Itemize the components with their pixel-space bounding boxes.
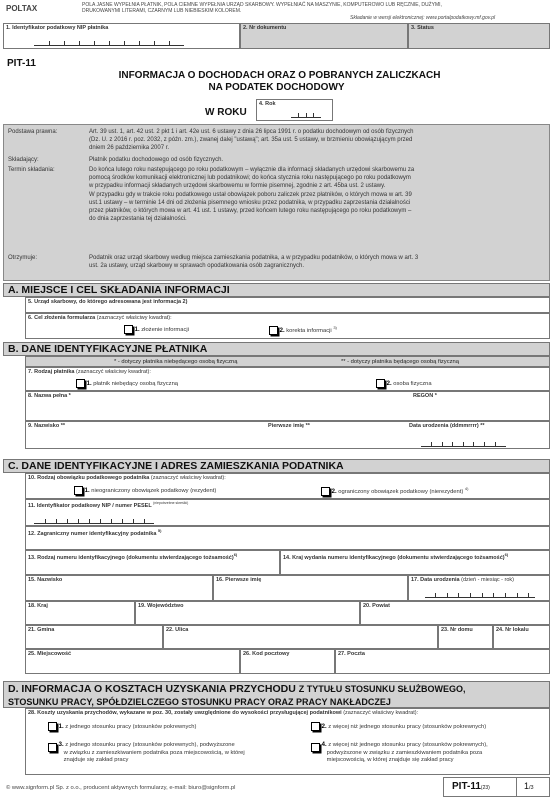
skladajacy-text: Płatnik podatku dochodowego od osób fizycznych. [89,157,224,163]
field-14-label: 14. Kraj wydania numeru identyfikacyjnego (dokumentu stwierdzającego tożsamość)$^{6)}$ [283,552,509,561]
option-koszty-3[interactable]: 3. z jednego stosunku pracy (stosunków pokrewnych), podwyższone w związku z zamieszkiwaniem podatnika poza miejscowością, w której znajduje się zakład pracy [48,742,245,765]
rok-ticks [291,114,321,118]
poltax-label: POLTAX [6,4,38,13]
instr-line-2: DRUKOWANYMI LITERAMI, CZARNYM LUB NIEBIESKIM KOLOREM. [82,8,242,15]
nip-pesel-ticks [34,520,154,524]
field-6-label: 6. Cel złożenia formularza (zaznaczyć właściwy kwadrat): [28,315,172,321]
checkbox-koszty-1[interactable] [48,722,57,731]
checkbox-ograniczony[interactable] [321,487,330,496]
field-15-nazwisko[interactable] [25,575,213,601]
field-12-zagraniczny-numer[interactable] [25,526,550,550]
checkbox-niefizyczna[interactable] [76,379,85,388]
section-d-title-b: Z TYTUŁU STOSUNKU SŁUŻBOWEGO, [298,684,466,694]
field-19-wojewodztwo[interactable] [135,601,360,625]
field-14-kraj-wydania[interactable] [280,550,550,575]
field-1-label: 1. Identyfikator podatkowy NIP płatnika [6,25,109,31]
field-6-cel [25,313,550,339]
option-koszty-1[interactable]: 1. z jednego stosunku pracy (stosunków pokrewnych) [48,722,196,731]
w-roku-label: W ROKU [205,107,247,118]
imie-label: Pierwsze imię ** [268,423,310,429]
section-d-title-a: D. INFORMACJA O KOSZTACH UZYSKANIA PRZYCHODU [8,683,296,695]
field-24-label: 24. Nr lokalu [496,627,529,633]
checkbox-koszty-2[interactable] [311,722,320,731]
header-instructions [82,2,442,14]
field-4-label: 4. Rok [259,101,276,107]
option-koszty-4[interactable]: 4. z więcej niż jednego stosunku pracy (stosunków pokrewnych), podwyższone w związku z zamieszkiwaniem podatnika poza miejscowością, w której znajduje się zakład pracy [311,742,488,765]
field-4-rok[interactable] [256,99,333,121]
field-16-pierwsze-imie[interactable] [213,575,408,601]
checkbox-nieograniczony[interactable] [74,486,83,495]
field-10-label: 10. Rodzaj obowiązku podatkowego podatnika (zaznaczyć właściwy kwadrat): [28,475,226,481]
field-2-label: 2. Nr dokumentu [243,25,287,31]
field-25-miejscowosc[interactable] [25,649,240,674]
field-20-powiat[interactable] [360,601,550,625]
section-b-title: B. DANE IDENTYFIKACYJNE PŁATNIKA [3,342,550,356]
podstawa-text: Art. 39 ust. 1, art. 42 ust. 2 pkt 1 i art. 42e ust. 6 ustawy z dnia 26 lipca 1991 r. o podatku dochodowym od osób fizycznych (Dz. U. z 2016 r. poz. 2032, z późn. zm.), zwanej dalej "ustawą"; art. 35a ust. 5 ustawy, w brzmieniu obowiązującym przed dniem 26 października 2007 r. [89,129,414,152]
note-fizyczna: ** - dotyczy płatnika będącego osobą fizyczną [341,358,459,365]
field-9-label: 9. Nazwisko ** [28,423,65,429]
form-title-2: NA PODATEK DOCHODOWY [208,82,345,93]
field-18-kraj[interactable] [25,601,135,625]
field-19-label: 19. Województwo [138,603,184,609]
field-18-label: 18. Kraj [28,603,48,609]
skladajacy-title: Składający: [8,157,39,163]
podstawa-title: Podstawa prawna: [8,129,58,135]
option-zlozenie[interactable]: 1. złożenie informacji [124,325,189,334]
field-11-label: 11. Identyfikator podatkowy NIP / numer PESEL $^{(niepotrzebne skreślić)}$ [28,501,189,509]
instr-electronic: Składanie w wersji elektronicznej: www.portalpodatkowy.mf.gov.pl [350,14,496,21]
field-17-label: 17. Data urodzenia (dzień - miesiąc - rok) [411,577,515,583]
field-27-poczta[interactable] [335,649,550,674]
section-c-title: C. DANE IDENTYFIKACYJNE I ADRES ZAMIESZKANIA PODATNIKA [3,459,550,473]
section-b-notes [25,356,550,367]
field-22-ulica[interactable] [163,625,438,649]
field-26-label: 26. Kod pocztowy [243,651,290,657]
field-22-label: 22. Ulica [166,627,189,633]
form-code: PIT-11 [7,58,36,69]
otrzymuje-text: Podatnik oraz urząd skarbowy według miejsca zamieszkania podatnika, a w przypadku podatników, o których mowa w art. 3 ust. 2a ustawy, urząd skarbowy w sprawach opodatkowania osób zagranicznych. [89,255,419,270]
field-3-label: 3. Status [411,25,434,31]
footer-form-code: PIT-11 [452,781,481,792]
footer-copyright: © www.signform.pl Sp. z o.o., producent aktywnych formularzy, e-mail: biuro@signform.pl [6,785,236,791]
instr-line-1: POLA JASNE WYPEŁNIA PŁATNIK, POLA CIEMNE WYPEŁNIA URZĄD SKARBOWY. WYPEŁNIAĆ NA MASZYNIE, KOMPUTEROWO LUB RĘCZNIE, DUŻYMI, [82,2,442,8]
note-niefizyczna: * - dotyczy płatnika niebędącego osobą fizyczną [114,358,238,365]
checkbox-koszty-4[interactable] [311,743,320,752]
regon-label: REGON * [413,393,437,399]
field-1-nip-platnika[interactable] [3,23,240,49]
field-24-nr-lokalu[interactable] [493,625,550,649]
field-17-data-urodzenia[interactable] [408,575,550,601]
field-20-label: 20. Powiat [363,603,390,609]
field-23-nr-domu[interactable] [438,625,493,649]
form-title-1: INFORMACJA O DOCHODACH ORAZ O POBRANYCH ZALICZKACH [118,70,441,81]
field-2-nr-dokumentu [240,23,408,49]
field-27-label: 27. Poczta [338,651,365,657]
field-28-label: 28. Koszty uzyskania przychodów, wykazane w poz. 30, zostały uwzględnione do wysokości przysługującej podatnikowi (zaznaczyć właściwy kwadrat): [28,710,419,716]
option-osoba-fizyczna[interactable]: 2. osoba fizyczna [376,379,432,388]
field-28-koszty [25,708,550,775]
checkbox-korekta[interactable] [269,326,278,335]
footer-page: 1/3 [524,781,534,791]
option-koszty-2[interactable]: 2. z więcej niż jednego stosunku pracy (stosunków pokrewnych) [311,722,486,731]
data-17-ticks [425,594,535,598]
checkbox-osoba-fizyczna[interactable] [376,379,385,388]
termin-text: Do końca lutego roku następującego po roku podatkowym – wyłącznie dla informacji składanych urzędowi skarbowemu za pomocą środków komunikacji elektronicznej lub podatnikowi; do końca stycznia roku następującego po roku podatkowym w przypadku informacji składanych urzędowi skarbowemu w formie pisemnej, zgodnie z art. 45ba ust. 2 ustawy. W przypadku gdy w trakcie roku podatkowego ustał obowiązek poboru zaliczek przez płatników, o których mowa w art. 39 ust.1 ustawy – w terminie 14 dni od złożenia pisemnego wniosku przez podatnika, w przypadku zaprzestania działalności przez płatników, o których mowa w art. 41 ust. 1 ustawy, przed końcem lutego roku następującego po roku podatkowym – do dnia zaprzestania tej działalności. [89,167,415,223]
nip-ticks [34,42,184,46]
field-9-nazwisko-imie[interactable] [25,421,550,449]
field-5-urzad[interactable] [25,297,550,313]
section-d-title [3,681,550,708]
data-urodzenia-ticks [421,443,506,447]
section-a-title: A. MIEJSCE I CEL SKŁADANIA INFORMACJI [3,283,550,297]
field-21-gmina[interactable] [25,625,163,649]
field-8-label: 8. Nazwa pełna * [28,393,71,399]
field-26-kod-pocztowy[interactable] [240,649,335,674]
field-13-rodzaj-numeru[interactable] [25,550,280,575]
field-21-label: 21. Gmina [28,627,55,633]
field-16-label: 16. Pierwsze imię [216,577,262,583]
field-7-label: 7. Rodzaj płatnika (zaznaczyć właściwy kwadrat): [28,369,151,375]
field-7-rodzaj-platnika [25,367,550,391]
option-nieograniczony[interactable]: 1. nieograniczony obowiązek podatkowy (rezydent) [74,486,216,495]
section-d-title-c: STOSUNKU PRACY, SPÓŁDZIELCZEGO STOSUNKU PRACY ORAZ PRACY NAKŁADCZEJ [8,696,391,707]
option-niefizyczna[interactable]: 1. płatnik niebędący osobą fizyczną [76,379,178,388]
field-11-nip-pesel[interactable] [25,499,550,526]
footer-form-box [443,777,550,797]
field-5-label: 5. Urząd skarbowy, do którego adresowana jest informacja 2) [28,299,188,305]
checkbox-koszty-3[interactable] [48,743,57,752]
field-10-obowiazek [25,473,550,499]
option-korekta[interactable]: 2. korekta informacji $^{3)}$ [269,325,337,335]
checkbox-zlozenie[interactable] [124,325,133,334]
field-15-label: 15. Nazwisko [28,577,63,583]
field-12-label: 12. Zagraniczny numer identyfikacyjny podatnika $^{5)}$ [28,528,162,537]
data-urodzenia-label: Data urodzenia (ddmmrrrr) ** [409,423,485,429]
termin-title: Termin składania: [8,167,55,173]
option-ograniczony[interactable]: 2. ograniczony obowiązek podatkowy (nierezydent) $^{4)}$ [321,486,468,496]
footer-version: (23) [480,785,490,791]
field-23-label: 23. Nr domu [441,627,473,633]
field-8-nazwa[interactable] [25,391,550,421]
otrzymuje-title: Otrzymuje: [8,255,38,261]
field-13-label: 13. Rodzaj numeru identyfikacyjnego (dokumentu stwierdzającego tożsamość)$^{6)}$ [28,552,238,561]
field-25-label: 25. Miejscowość [28,651,72,657]
field-3-status [408,23,550,49]
